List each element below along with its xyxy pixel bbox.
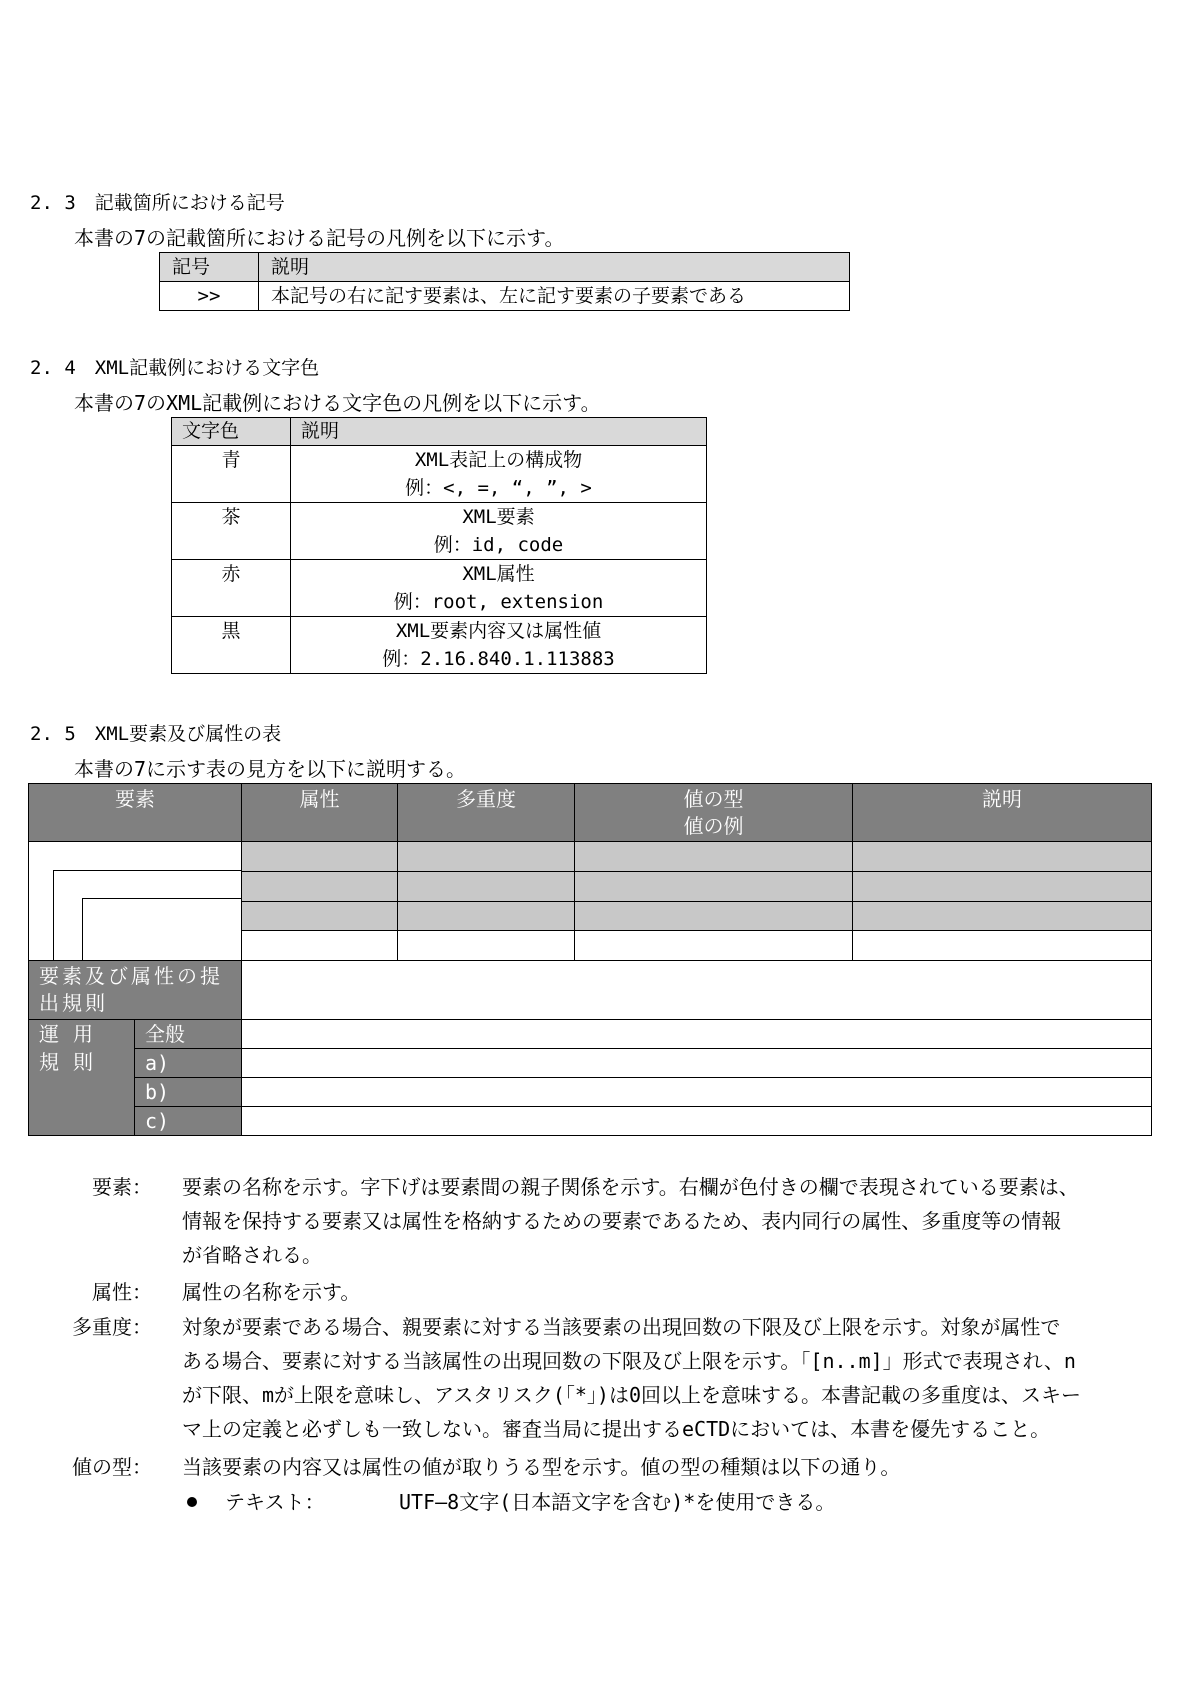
- table-cell: [575, 931, 853, 961]
- table-cell: [575, 871, 853, 901]
- general-label: 全般: [135, 1020, 242, 1049]
- table-cell: [853, 931, 1152, 961]
- bullet-icon: [187, 1497, 197, 1507]
- table-cell: [242, 901, 398, 931]
- table-row: [172, 503, 707, 560]
- header-value-example-label: 値の例: [683, 814, 744, 838]
- table-cell: [853, 871, 1152, 901]
- section-2-3-heading: 2. 3 記載箇所における記号: [30, 192, 285, 214]
- table-cell: [398, 842, 575, 872]
- table-row: [172, 617, 707, 674]
- operation-rule-label: 運用規則: [29, 1020, 135, 1136]
- section-2-5-heading: 2. 5 XML要素及び属性の表: [30, 723, 282, 745]
- table-cell: [242, 871, 398, 901]
- table-cell: [575, 842, 853, 872]
- table-row: [29, 842, 1152, 872]
- color-desc-line1: XML要素: [462, 506, 535, 528]
- header-value-type-label: 値の型: [683, 787, 744, 811]
- table-cell: [398, 931, 575, 961]
- table-header-text-color: 文字色: [172, 418, 291, 446]
- color-desc-line2: 例：<, =, “, ”, >: [405, 477, 592, 499]
- table-cell: [242, 842, 398, 872]
- definition-term: 要素：: [92, 1175, 152, 1199]
- general-rule-cell: [242, 1020, 1152, 1049]
- header-description: 説明: [853, 784, 1152, 842]
- symbol-description-cell: 本記号の右に記す要素は、左に記す要素の子要素である: [259, 282, 850, 311]
- section-2-5-intro: 本書の7に示す表の見方を以下に説明する。: [74, 757, 467, 781]
- definition-term: 属性：: [92, 1280, 152, 1304]
- text-color-legend-table: [171, 417, 707, 674]
- definition-line: が省略される。: [182, 1243, 322, 1267]
- submission-rule-label: 要素及び属性の提出規則: [29, 961, 242, 1020]
- table-row: [172, 446, 707, 503]
- header-multiplicity: 多重度: [398, 784, 575, 842]
- definition-line: 情報を保持する要素又は属性を格納するための要素であるため、表内同行の属性、多重度等の情報: [182, 1209, 1062, 1233]
- table-row: [172, 560, 707, 617]
- sub-rule-label: c): [135, 1107, 242, 1136]
- color-desc-line1: XML要素内容又は属性値: [395, 620, 602, 642]
- color-desc-line1: XML表記上の構成物: [414, 449, 583, 471]
- header-attribute: 属性: [242, 784, 398, 842]
- table-cell: [853, 842, 1152, 872]
- table-cell: [575, 901, 853, 931]
- submission-rule-cell: [242, 961, 1152, 1020]
- color-cell: 赤: [172, 560, 291, 617]
- indent-level-2: [82, 898, 242, 961]
- color-cell: 茶: [172, 503, 291, 560]
- table-cell: [398, 901, 575, 931]
- color-cell: 黒: [172, 617, 291, 674]
- section-2-4-heading: 2. 4 XML記載例における文字色: [30, 357, 320, 379]
- table-header-description: 説明: [291, 418, 707, 446]
- bullet-label: テキスト：: [225, 1490, 325, 1514]
- definition-term: 値の型：: [72, 1455, 152, 1479]
- header-element: 要素: [29, 784, 242, 842]
- sub-rule-label: b): [135, 1078, 242, 1107]
- definition-line: が下限、mが上限を意味し、アスタリスク(「*」)は0回以上を意味する。本書記載の多重度は、スキー: [182, 1383, 1082, 1407]
- sub-rule-cell: [242, 1078, 1152, 1107]
- symbol-legend-table: [159, 252, 850, 311]
- element-indent-cell: [29, 842, 242, 961]
- definition-term: 多重度：: [72, 1315, 152, 1339]
- color-desc-line1: XML属性: [462, 563, 535, 585]
- sub-rule-cell: [242, 1107, 1152, 1136]
- table-cell: [853, 901, 1152, 931]
- bullet-text: UTF—8文字(日本語文字を含む)*を使用できる。: [399, 1490, 836, 1514]
- sub-rule-cell: [242, 1049, 1152, 1078]
- table-cell: [242, 931, 398, 961]
- xml-element-attribute-table: [28, 783, 1152, 1136]
- table-header-symbol: 記号: [160, 253, 259, 282]
- color-cell: 青: [172, 446, 291, 503]
- definition-line: 要素の名称を示す。字下げは要素間の親子関係を示す。右欄が色付きの欄で表現されている要素は、: [182, 1175, 1079, 1199]
- definition-line: 対象が要素である場合、親要素に対する当該要素の出現回数の下限及び上限を示す。対象が属性で: [182, 1315, 1061, 1339]
- definition-line: ある場合、要素に対する当該属性の出現回数の下限及び上限を示す。「[n..m]」形式で表現され、n: [182, 1349, 1076, 1373]
- section-2-3-intro: 本書の7の記載箇所における記号の凡例を以下に示す。: [74, 226, 565, 250]
- symbol-cell: >>: [160, 282, 259, 311]
- header-value-type: [575, 784, 853, 842]
- sub-rule-label: a): [135, 1049, 242, 1078]
- section-2-4-intro: 本書の7のXML記載例における文字色の凡例を以下に示す。: [74, 391, 601, 415]
- table-cell: [398, 871, 575, 901]
- definition-line: 当該要素の内容又は属性の値が取りうる型を示す。値の型の種類は以下の通り。: [182, 1455, 901, 1479]
- color-desc-line2: 例：root, extension: [393, 591, 604, 613]
- definition-line: マ上の定義と必ずしも一致しない。審査当局に提出するeCTDにおいては、本書を優先すること。: [182, 1417, 1051, 1441]
- color-desc-line2: 例：2.16.840.1.113883: [382, 648, 615, 670]
- definition-line: 属性の名称を示す。: [182, 1280, 361, 1304]
- color-desc-line2: 例：id, code: [433, 534, 564, 556]
- table-header-description: 説明: [259, 253, 850, 282]
